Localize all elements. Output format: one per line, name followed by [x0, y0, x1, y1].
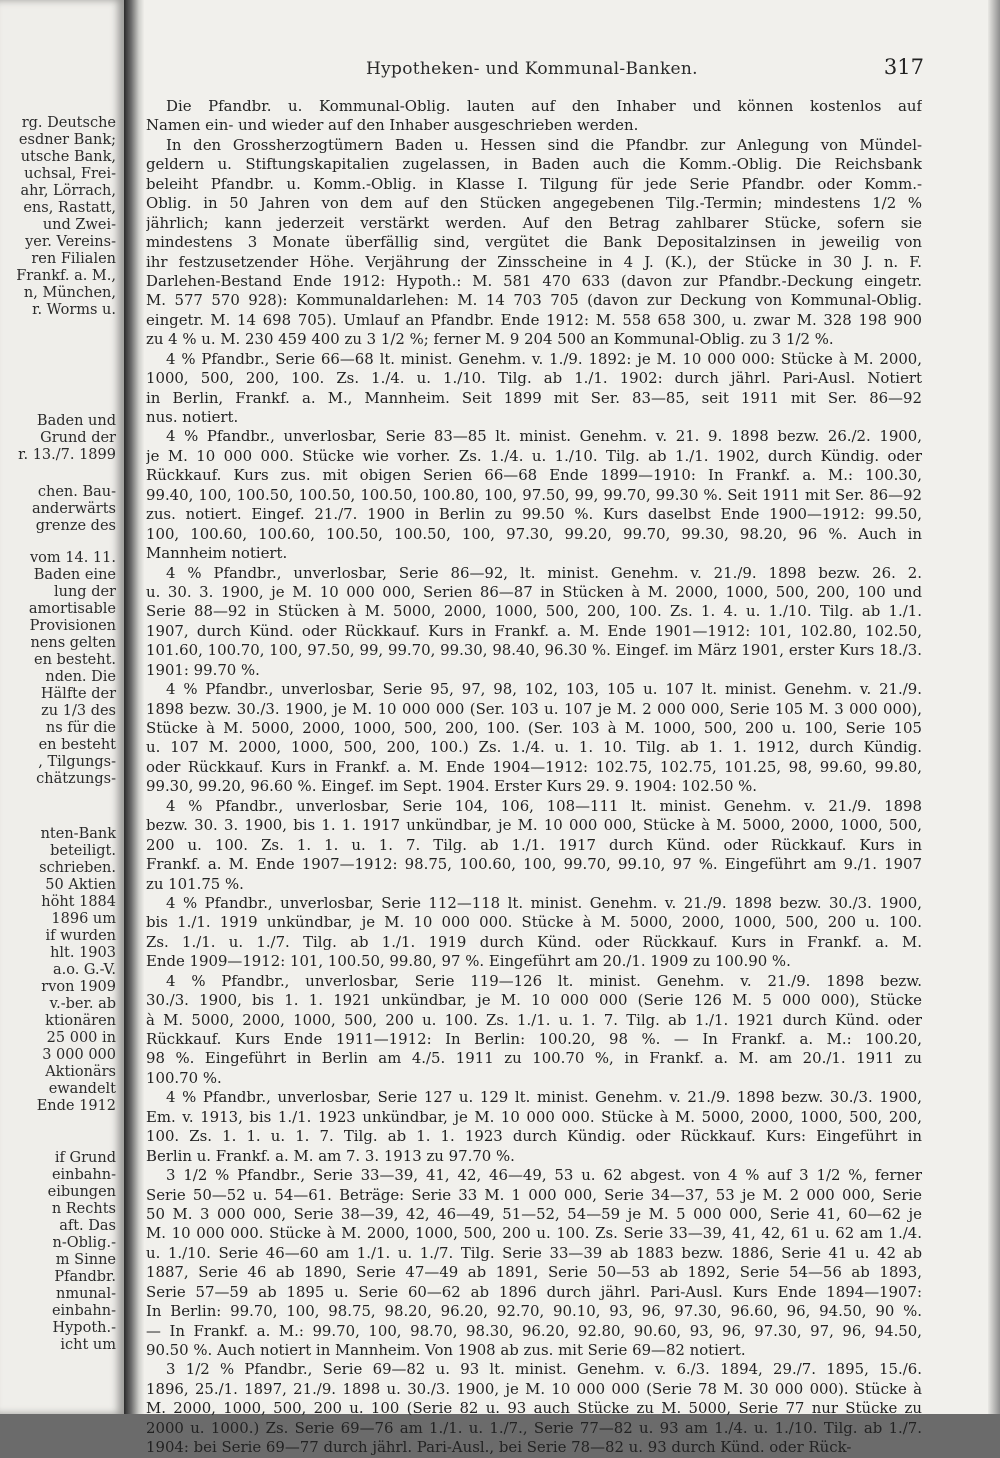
text-line: 50 M. 3 000 000, Serie 38—39, 42, 46—49, 51—52, 54—59 je M. 5 000 000, Serie 41, 60—62 je	[146, 1204, 922, 1223]
text-line: 99.40, 100, 100.50, 100.50, 100.50, 100.80, 100, 97.50, 99, 99.70, 99.30 %. Seit 1911 mit Ser. 86—92	[146, 485, 922, 504]
text-line: 4 % Pfandbr., unverlosbar, Serie 112—118 lt. minist. Genehm. v. 21./9. 1898 bezw. 30./3. 1900,	[166, 893, 922, 912]
left-page-line: aft. Das	[59, 1218, 116, 1234]
text-line: M. 10 000 000. Stücke à M. 2000, 1000, 500, 200 u. 100. Zs. Serie 33—39, 41, 42, 61 u. 62 am 1./4.	[146, 1224, 922, 1243]
left-page-line: nden. Die	[45, 669, 116, 685]
main-page	[144, 0, 988, 1457]
left-page-line: Hypoth.-	[52, 1320, 116, 1336]
left-page-line: 3 000 000	[42, 1047, 116, 1063]
left-page-line: en besteht	[38, 737, 116, 753]
text-line: 1896, 25./1. 1897, 21./9. 1898 u. 30./3. 1900, je M. 10 000 000 (Serie 78 M. 30 000 000). Stücke à	[146, 1379, 922, 1398]
text-line: nus. notiert.	[146, 408, 239, 426]
left-page-line: Baden und	[36, 413, 116, 429]
text-line: Darlehen-Bestand Ende 1912: Hypoth.: M. 581 470 633 (davon zur Pfandbr.-Deckung eingetr.	[146, 271, 922, 290]
paragraph	[146, 972, 922, 1089]
text-line: bis 1./1. 1919 unkündbar, je M. 10 000 000. Stücke à M. 5000, 2000, 1000, 500, 200 u. 100.	[146, 913, 922, 932]
text-line: In den Grossherzogtümern Baden u. Hessen sind die Pfandbr. zur Anlegung von Mündel-	[166, 135, 922, 154]
text-line: M. 577 570 928): Kommunaldarlehen: M. 14 703 705 (davon zur Deckung von Kommunal-Oblig.	[146, 291, 922, 310]
text-line: Rückkauf. Kurs Ende 1911—1912: In Berlin: 100.20, 98 %. — In Frankf. a. M.: 100.20,	[146, 1030, 922, 1048]
paragraph	[146, 136, 922, 350]
page-edge	[988, 0, 1000, 1414]
text-line: eingetr. M. 14 698 705). Umlauf an Pfandbr. Ende 1912: M. 558 658 300, u. zwar M. 328 198 900	[146, 310, 922, 329]
left-page-line: Baden eine	[33, 567, 116, 583]
left-page-line: 25 000 in	[46, 1030, 116, 1046]
left-page-line: nmunal-	[56, 1286, 116, 1302]
left-page-line: vom 14. 11.	[29, 550, 116, 566]
text-line: 1898 bezw. 30./3. 1900, je M. 10 000 000 (Ser. 103 u. 107 je M. 2 000 000, Serie 105 M. 3 000 000),	[146, 699, 922, 718]
text-line: 4 % Pfandbr., unverlosbar, Serie 104, 106, 108—111 lt. minist. Genehm. v. 21./9. 1898	[166, 796, 922, 815]
left-page-line: Hälfte der	[40, 686, 116, 702]
left-page-line: n-Oblig.-	[52, 1235, 116, 1251]
paragraph	[146, 564, 922, 681]
left-page-line: rvon 1909	[41, 979, 116, 995]
left-page-line: ktionären	[45, 1013, 116, 1029]
left-page-line: 1896 um	[51, 911, 116, 927]
text-line: Serie 50—52 u. 54—61. Beträge: Serie 33 M. 1 000 000, Serie 34—37, 53 je M. 2 000 000, Serie	[146, 1185, 922, 1204]
left-page-line: Provisionen	[29, 618, 116, 634]
left-page-line: ns für die	[45, 720, 116, 736]
text-line: zus. notiert. Eingef. 21./7. 1900 in Berlin zu 99.50 %. Kurs daselbst Ende 1900—1912: 99.50,	[146, 505, 922, 524]
text-line: M. 2000, 1000, 500, 200 u. 100 (Serie 82 u. 93 auch Stücke zu M. 5000, Serie 77 nur Stücke zu	[146, 1399, 922, 1418]
left-page-line: a.o. G.-V.	[52, 962, 116, 978]
left-page-line: Pfandbr.	[54, 1269, 116, 1285]
text-line: Zs. 1./1. u. 1./7. Tilg. ab 1./1. 1919 durch Künd. oder Rückkauf. Kurs in Frankf. a. M.	[146, 932, 922, 951]
paragraph	[146, 1360, 922, 1457]
text-line: 1901: 99.70 %.	[146, 660, 260, 679]
left-page-line: beteiligt.	[50, 843, 116, 859]
text-line: 4 % Pfandbr., Serie 66—68 lt. minist. Genehm. v. 1./9. 1892: je M. 10 000 000: Stücke à M. 2000,	[166, 349, 922, 368]
left-page-line: r. 13./7. 1899	[18, 447, 116, 463]
text-line: In Berlin: 99.70, 100, 98.75, 98.20, 96.20, 92.70, 90.10, 93, 96, 97.30, 96.60, 96, 94.50, 90 %.	[146, 1302, 922, 1321]
page-header	[144, 55, 924, 85]
paragraph	[146, 350, 922, 428]
left-page-line: amortisable	[28, 601, 116, 617]
paragraph	[146, 427, 922, 563]
left-page-line: icht um	[60, 1337, 116, 1353]
text-line: 100, 100.60, 100.60, 100.50, 100.50, 100, 97.30, 99.20, 99.70, 99.30, 98.20, 96 %. Auch in	[146, 524, 922, 543]
text-line: Stücke à M. 5000, 2000, 1000, 500, 200, 100. (Ser. 103 à M. 1000, 500, 200 u. 100, Serie 105	[146, 719, 922, 737]
text-line: geldern u. Stiftungskapitalien zugelassen, in Baden auch die Komm.-Oblig. Die Reichsbank	[146, 155, 922, 174]
left-page-line: eibungen	[47, 1184, 116, 1200]
left-page-line: einbahn-	[51, 1167, 116, 1183]
left-page-line: ens, Rastatt,	[23, 200, 116, 216]
text-line: Mannheim notiert.	[146, 544, 288, 563]
text-line: Ende 1909—1912: 101, 100.50, 99.80, 97 %. Eingeführt am 20./1. 1909 zu 100.90 %.	[146, 952, 791, 971]
left-page-line: esdner Bank;	[18, 132, 116, 148]
running-head: Hypotheken- und Kommunal-Banken.	[366, 59, 698, 79]
text-line: Oblig. in 50 Jahren von dem auf den Stücken angegebenen Tilg.-Termin; mindestens 1/2 %	[146, 194, 922, 213]
text-line: 30./3. 1900, bis 1. 1. 1921 unkündbar, je M. 10 000 000 (Serie 126 M. 5 000 000), Stücke	[146, 991, 922, 1010]
text-line: 3 1/2 % Pfandbr., Serie 69—82 u. 93 lt. minist. Genehm. v. 6./3. 1894, 29./7. 1895, 15./6.	[166, 1360, 922, 1379]
text-line: 1904: bei Serie 69—77 durch jährl. Pari-Ausl., bei Serie 78—82 u. 93 durch Künd. oder Rück-	[146, 1438, 852, 1457]
left-page-line: 50 Aktien	[45, 877, 116, 893]
left-page-line: chen. Bau-	[37, 484, 116, 500]
text-line: — In Frankf. a. M.: 99.70, 100, 98.70, 98.30, 96.20, 92.80, 90.60, 93, 96, 97.30, 97, 96, 94.50,	[146, 1321, 922, 1340]
left-page-line: n Rechts	[51, 1201, 116, 1217]
text-line: 100.70 %.	[146, 1068, 222, 1087]
page-number: 317	[883, 55, 924, 79]
paragraph	[146, 680, 922, 797]
left-page-line: en besteht.	[33, 652, 116, 668]
text-line: u. 107 M. 2000, 1000, 500, 200, 100.) Zs. 1./4. u. 1. 10. Tilg. ab 1. 1. 1912, durch Kündig.	[146, 738, 922, 757]
paragraph	[146, 894, 922, 972]
text-line: Namen ein- und wieder auf den Inhaber ausgeschrieben werden.	[146, 116, 639, 135]
text-line: Serie 88—92 in Stücken à M. 5000, 2000, 1000, 500, 200, 100. Zs. 1. 4. u. 1./10. Tilg. ab 1./1.	[146, 602, 922, 621]
text-line: 98 %. Eingeführt in Berlin am 4./5. 1911 zu 100.70 %, in Frankf. a. M. am 20./1. 1911 zu	[146, 1049, 922, 1068]
text-line: 1907, durch Künd. oder Rückkauf. Kurs in Frankf. a. M. Ende 1901—1912: 101, 102.80, 102.50,	[146, 621, 922, 640]
left-page-line: lung der	[53, 584, 116, 600]
text-line: 4 % Pfandbr., unverlosbar, Serie 95, 97, 98, 102, 103, 105 u. 107 lt. minist. Genehm. v. 21./9.	[166, 680, 922, 699]
left-page-line: einbahn-	[51, 1303, 116, 1319]
text-line: 101.60, 100.70, 100, 97.50, 99, 99.70, 99.30, 98.40, 96.30 %. Eingef. im März 1901, erster Kurs 18./3.	[146, 641, 922, 660]
left-page-line: utsche Bank,	[20, 149, 116, 165]
paragraph	[146, 797, 922, 894]
left-page-line: uchsal, Frei-	[24, 166, 116, 182]
left-page-line: schrieben.	[39, 860, 116, 876]
text-line: jährlich; kann jederzeit verstärkt werden. Auf den Betrag zahlbarer Stücke, sofern sie	[146, 213, 922, 232]
left-page-line: n, München,	[23, 285, 116, 301]
text-line: Serie 57—59 ab 1895 u. Serie 60—62 ab 1896 durch jährl. Pari-Ausl. Kurs Ende 1894—1907:	[146, 1282, 922, 1301]
text-line: je M. 10 000 000. Stücke wie vorher. Zs. 1./4. u. 1./10. Tilg. ab 1./1. 1902, durch Kündig. oder	[146, 446, 922, 465]
text-line: in Berlin, Frankf. a. M., Mannheim. Seit 1899 mit Ser. 83—85, seit 1911 mit Ser. 86—92	[146, 388, 922, 407]
paragraph	[146, 1166, 922, 1360]
text-line: 100. Zs. 1. 1. u. 1. 7. Tilg. ab 1. 1. 1923 durch Kündig. oder Rückkauf. Kurs: Eingeführt in	[146, 1127, 922, 1146]
text-line: u. 30. 3. 1900, je M. 10 000 000, Serien 86—87 in Stücken à M. 2000, 1000, 500, 200, 100 und	[146, 582, 922, 601]
text-line: beleiht Pfandbr. u. Komm.-Oblig. in Klasse I. Tilgung für jede Serie Pfandbr. oder Komm.-	[146, 174, 922, 193]
left-page-line: grenze des	[35, 518, 116, 534]
left-page-line: zu 1/3 des	[41, 703, 116, 719]
text-line: 90.50 %. Auch notiert in Mannheim. Von 1908 ab zus. mit Serie 69—82 notiert.	[146, 1341, 746, 1359]
text-line: zu 101.75 %.	[146, 874, 244, 893]
left-page-line: ewandelt	[48, 1081, 116, 1097]
text-line: oder Rückkauf. Kurs in Frankf. a. M. Ende 1904—1912: 102.75, 102.75, 101.25, 98, 99.60, 99.80,	[146, 757, 922, 776]
left-page-line: if wurden	[45, 928, 116, 944]
text-line: Frankf. a. M. Ende 1907—1912: 98.75, 100.60, 100, 99.70, 99.10, 97 %. Eingeführt am 9./1. 1907	[146, 855, 922, 874]
text-line: mindestens 3 Monate überfällig sind, vergütet die Bank Depositalzinsen in jeweilig von	[146, 233, 922, 252]
text-line: 99.30, 99.20, 96.60 %. Eingef. im Sept. 1904. Erster Kurs 29. 9. 1904: 102.50 %.	[146, 777, 758, 796]
book-gutter	[124, 0, 144, 1414]
left-page-line: ahr, Lörrach,	[20, 183, 116, 199]
left-page-fragment	[0, 0, 124, 1414]
paragraph	[146, 1088, 922, 1166]
text-line: 2000 u. 1000.) Zs. Serie 69—76 am 1./1. u. 1./7., Serie 77—82 u. 93 am 1./4. u. 1./10. Tilg. ab 1./7.	[146, 1418, 922, 1437]
left-page-line: rg. Deutsche	[21, 115, 116, 131]
left-page-line: r. Worms u.	[32, 302, 116, 318]
text-line: 4 % Pfandbr., unverlosbar, Serie 86—92, lt. minist. Genehm. v. 21./9. 1898 bezw. 26. 2.	[166, 563, 922, 582]
left-page-line: Frankf. a. M.,	[16, 268, 116, 284]
left-page-line: , Tilgungs-	[38, 754, 116, 770]
body-text	[146, 97, 922, 1458]
left-page-line: v.-ber. ab	[49, 996, 116, 1012]
text-line: Berlin u. Frankf. a. M. am 7. 3. 1913 zu 97.70 %.	[146, 1146, 515, 1165]
text-line: 4 % Pfandbr., unverlosbar, Serie 83—85 lt. minist. Genehm. v. 21. 9. 1898 bezw. 26./2. 1900,	[166, 427, 922, 446]
text-line: ihr festzusetzender Höhe. Verjährung der Zinsscheine in 4 J. (K.), der Stücke in 30 J. n. F.	[146, 252, 922, 271]
text-line: u. 1./10. Serie 46—60 am 1./1. u. 1./7. Tilg. Serie 33—39 ab 1883 bezw. 1886, Serie 41 u. 42 ab	[146, 1243, 922, 1262]
text-line: 4 % Pfandbr., unverlosbar, Serie 127 u. 129 lt. minist. Genehm. v. 21./9. 1898 bezw. 30./3. 1900,	[166, 1088, 922, 1107]
text-line: 4 % Pfandbr., unverlosbar, Serie 119—126 lt. minist. Genehm. v. 21./9. 1898 bezw.	[166, 971, 922, 990]
left-page-line: Aktionärs	[45, 1064, 116, 1080]
text-line: Die Pfandbr. u. Kommunal-Oblig. lauten auf den Inhaber und können kostenlos auf	[166, 97, 922, 115]
text-line: zu 4 % u. M. 230 459 400 zu 3 1/2 %; ferner M. 9 204 500 an Kommunal-Oblig. zu 3 1/2 %.	[146, 330, 834, 349]
text-line: bezw. 30. 3. 1900, bis 1. 1. 1917 unkündbar, je M. 10 000 000, Stücke à M. 5000, 2000, 1000, 500,	[146, 816, 922, 835]
left-page-line: m Sinne	[55, 1252, 116, 1268]
left-page-line: nten-Bank	[40, 826, 116, 842]
left-page-line: Ende 1912	[36, 1098, 116, 1114]
left-page-line: Grund der	[40, 430, 116, 446]
text-line: 1887, Serie 46 ab 1890, Serie 47—49 ab 1891, Serie 50—53 ab 1892, Serie 54—56 ab 1893,	[146, 1263, 922, 1282]
left-page-line: hlt. 1903	[50, 945, 116, 961]
left-page-line: yer. Vereins-	[25, 234, 116, 250]
text-line: à M. 5000, 2000, 1000, 500, 200 u. 100. Zs. 1./1. u. 1. 7. Tilg. ab 1./1. 1921 durch Künd. oder	[146, 1010, 922, 1029]
text-line: 1000, 500, 200, 100. Zs. 1./4. u. 1./10. Tilg. ab 1./1. 1902: durch jährl. Pari-Ausl. Notiert	[146, 369, 922, 388]
paragraph	[146, 97, 922, 136]
left-page-line: ren Filialen	[31, 251, 116, 267]
text-line: Em. v. 1913, bis 1./1. 1923 unkündbar, je M. 10 000 000. Stücke à M. 5000, 2000, 1000, 500, 200,	[146, 1107, 922, 1126]
text-line: Rückkauf. Kurs zus. mit obigen Serien 66—68 Ende 1899—1910: In Frankf. a. M.: 100.30,	[146, 466, 922, 485]
left-page-line: chätzungs-	[36, 771, 116, 787]
left-page-line: if Grund	[54, 1150, 116, 1166]
left-page-line: höht 1884	[41, 894, 116, 910]
left-page-line: anderwärts	[31, 501, 116, 517]
left-page-line: und Zwei-	[42, 217, 116, 233]
left-page-line: nens gelten	[30, 635, 116, 651]
text-line: 3 1/2 % Pfandbr., Serie 33—39, 41, 42, 46—49, 53 u. 62 abgest. von 4 % auf 3 1/2 %, ferner	[166, 1166, 922, 1185]
text-line: 200 u. 100. Zs. 1. 1. u. 1. 7. Tilg. ab 1./1. 1917 durch Künd. oder Rückkauf. Kurs in	[146, 835, 922, 854]
